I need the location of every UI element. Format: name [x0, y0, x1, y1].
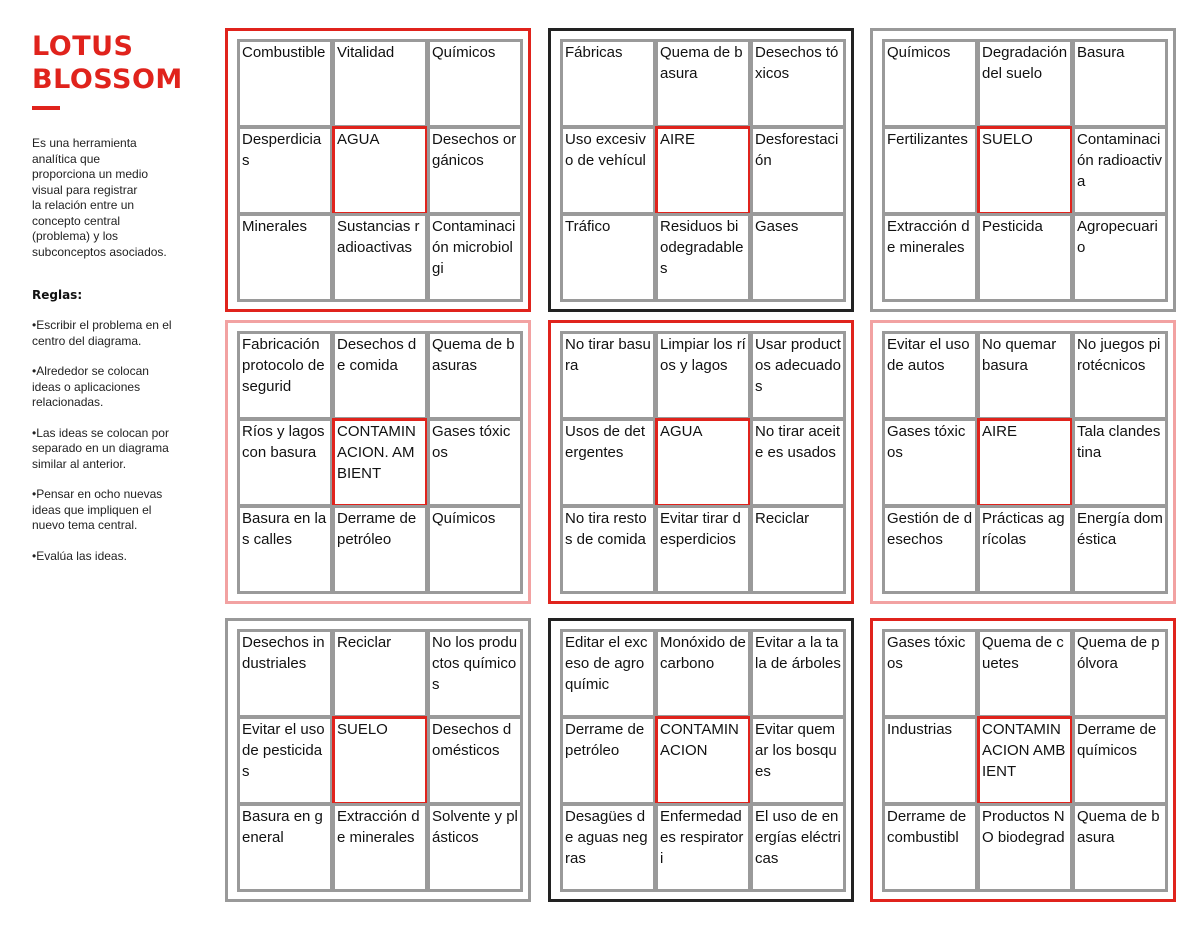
idea-cell: Contaminación microbiolgi — [427, 213, 523, 302]
idea-cell: Reciclar — [750, 505, 846, 594]
idea-cell: Monóxido de carbono — [655, 629, 751, 718]
idea-cell: Energía doméstica — [1072, 505, 1168, 594]
central-concept-cell: SUELO — [977, 126, 1073, 215]
idea-cell: Gases tóxicos — [882, 629, 978, 718]
idea-cell: Pesticida — [977, 213, 1073, 302]
idea-cell: Extracción de minerales — [332, 803, 428, 892]
central-concept-cell: AGUA — [332, 126, 428, 215]
idea-cell: Prácticas agrícolas — [977, 505, 1073, 594]
idea-cell: Gases tóxicos — [427, 418, 523, 507]
central-concept-cell: AGUA — [655, 418, 751, 507]
idea-cell: Editar el exceso de agroquímic — [560, 629, 656, 718]
idea-cell: Basura en general — [237, 803, 333, 892]
idea-cell: Solvente y plásticos — [427, 803, 523, 892]
idea-cell: Quema de cuetes — [977, 629, 1073, 718]
idea-cell: Evitar quemar los bosques — [750, 716, 846, 805]
rule-item: •Evalúa las ideas. — [32, 548, 127, 563]
idea-cell: Tala clandestina — [1072, 418, 1168, 507]
lotus-block-7 — [225, 618, 531, 902]
central-concept-cell: CONTAMINACION AMBIENT — [977, 716, 1073, 805]
idea-cell: Basura — [1072, 39, 1168, 128]
idea-cell: No quemar basura — [977, 331, 1073, 420]
idea-cell: Uso excesivo de vehícul — [560, 126, 656, 215]
title-line-1: LOTUS — [32, 31, 134, 62]
lotus-block-5 — [548, 320, 854, 604]
title-underline — [32, 106, 60, 110]
idea-cell: Fábricas — [560, 39, 656, 128]
idea-cell: Extracción de minerales — [882, 213, 978, 302]
idea-cell: Tráfico — [560, 213, 656, 302]
idea-cell: Industrias — [882, 716, 978, 805]
idea-cell: No tira restos de comida — [560, 505, 656, 594]
idea-cell: Desechos tóxicos — [750, 39, 846, 128]
idea-cell: Derrame de químicos — [1072, 716, 1168, 805]
idea-cell: Reciclar — [332, 629, 428, 718]
idea-cell: Agropecuario — [1072, 213, 1168, 302]
idea-cell: Limpiar los ríos y lagos — [655, 331, 751, 420]
idea-cell: Contaminación radioactiva — [1072, 126, 1168, 215]
idea-cell: Evitar a la tala de árboles — [750, 629, 846, 718]
idea-cell: Fabricación protocolo de segurid — [237, 331, 333, 420]
idea-cell: Productos NO biodegrad — [977, 803, 1073, 892]
central-concept-cell: SUELO — [332, 716, 428, 805]
idea-cell: Evitar el uso de autos — [882, 331, 978, 420]
idea-cell: No juegos pirotécnicos — [1072, 331, 1168, 420]
idea-cell: Gases — [750, 213, 846, 302]
lotus-block-1 — [225, 28, 531, 312]
idea-cell: Derrame de petróleo — [332, 505, 428, 594]
lotus-block-2 — [548, 28, 854, 312]
lotus-block-6 — [870, 320, 1176, 604]
lotus-block-9 — [870, 618, 1176, 902]
idea-cell: Desperdicias — [237, 126, 333, 215]
idea-cell: Usar productos adecuados — [750, 331, 846, 420]
idea-cell: Ríos y lagos con basura — [237, 418, 333, 507]
idea-cell: Derrame de petróleo — [560, 716, 656, 805]
idea-cell: Gestión de desechos — [882, 505, 978, 594]
rule-item: •Alrededor se colocan ideas o aplicaciones relacionadas. — [32, 364, 149, 409]
rule-item: •Escribir el problema en el centro del diagrama. — [32, 318, 172, 348]
idea-cell: Combustible — [237, 39, 333, 128]
idea-cell: Gases tóxicos — [882, 418, 978, 507]
idea-cell: Químicos — [427, 505, 523, 594]
idea-cell: Usos de detergentes — [560, 418, 656, 507]
central-concept-cell: AIRE — [655, 126, 751, 215]
idea-cell: Desechos de comida — [332, 331, 428, 420]
lotus-block-8 — [548, 618, 854, 902]
idea-cell: Vitalidad — [332, 39, 428, 128]
idea-cell: Desechos domésticos — [427, 716, 523, 805]
idea-cell: Quema de basuras — [427, 331, 523, 420]
idea-cell: Degradación del suelo — [977, 39, 1073, 128]
idea-cell: Basura en las calles — [237, 505, 333, 594]
central-concept-cell: CONTAMINACION. AMBIENT — [332, 418, 428, 507]
idea-cell: Desforestación — [750, 126, 846, 215]
central-concept-cell: AIRE — [977, 418, 1073, 507]
idea-cell: No tirar basura — [560, 331, 656, 420]
idea-cell: Evitar el uso de pesticidas — [237, 716, 333, 805]
idea-cell: No los productos químicos — [427, 629, 523, 718]
idea-cell: Evitar tirar desperdicios — [655, 505, 751, 594]
idea-cell: No tirar aceite es usados — [750, 418, 846, 507]
idea-cell: El uso de energías eléctricas — [750, 803, 846, 892]
idea-cell: Quema de basura — [655, 39, 751, 128]
idea-cell: Quema de basura — [1072, 803, 1168, 892]
idea-cell: Sustancias radioactivas — [332, 213, 428, 302]
idea-cell: Fertilizantes — [882, 126, 978, 215]
idea-cell: Desagües de aguas negras — [560, 803, 656, 892]
lotus-block-4 — [225, 320, 531, 604]
rule-item: •Las ideas se colocan por separado en un diagrama similar al anterior. — [32, 425, 169, 471]
idea-cell: Minerales — [237, 213, 333, 302]
idea-cell: Quema de pólvora — [1072, 629, 1168, 718]
idea-cell: Residuos biodegradables — [655, 213, 751, 302]
description: Es una herramienta analítica que proporciona un medio visual para registrar la relación entre un concepto central (problema) y los subconceptos asociados. — [32, 136, 167, 259]
idea-cell: Derrame de combustibl — [882, 803, 978, 892]
sidebar — [32, 30, 202, 579]
rules-title: Reglas: — [32, 288, 83, 302]
page-title — [32, 30, 202, 96]
idea-cell: Enfermedades respiratori — [655, 803, 751, 892]
idea-cell: Desechos industriales — [237, 629, 333, 718]
central-concept-cell: CONTAMINACION — [655, 716, 751, 805]
idea-cell: Desechos orgánicos — [427, 126, 523, 215]
idea-cell: Químicos — [882, 39, 978, 128]
lotus-block-3 — [870, 28, 1176, 312]
idea-cell: Químicos — [427, 39, 523, 128]
rule-item: •Pensar en ocho nuevas ideas que impliquen el nuevo tema central. — [32, 487, 163, 532]
title-line-2: BLOSSOM — [32, 64, 183, 95]
